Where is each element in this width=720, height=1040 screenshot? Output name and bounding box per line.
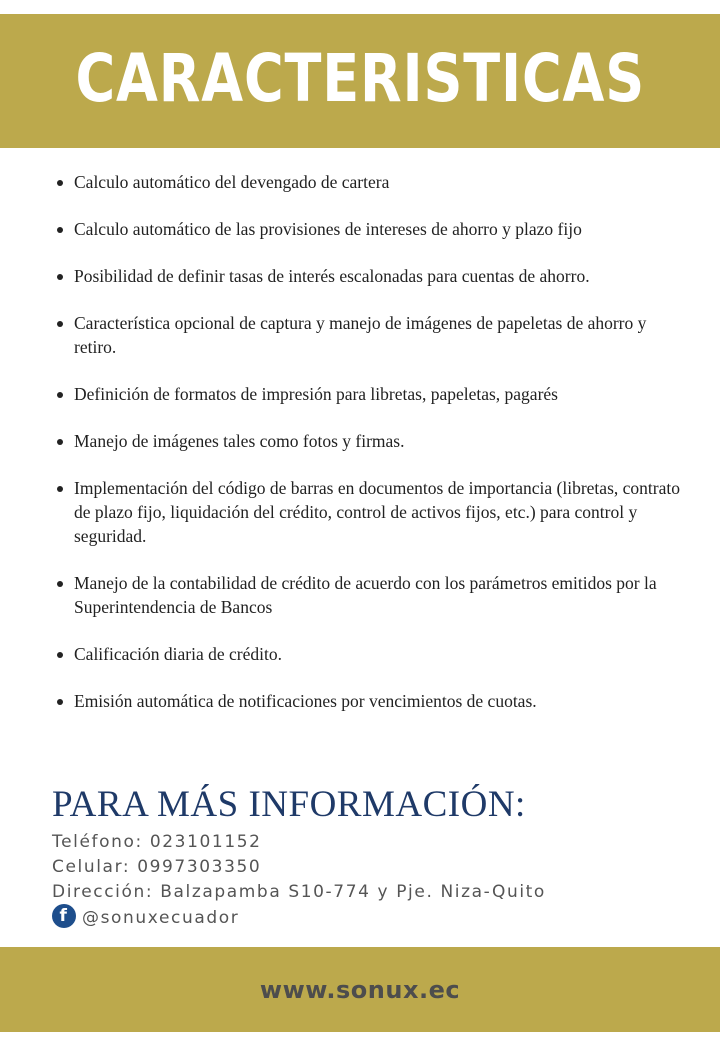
mobile-text: Celular: 0997303350 xyxy=(52,857,262,877)
list-item-text: Calificación diaria de crédito. xyxy=(74,644,282,664)
bullet-icon xyxy=(57,227,63,233)
page-title: CARACTERISTICAS xyxy=(75,40,645,117)
bullet-icon xyxy=(57,486,63,492)
list-item-text: Manejo de imágenes tales como fotos y firmas. xyxy=(74,431,405,451)
list-item-text: Calculo automático del devengado de cartera xyxy=(74,172,390,192)
list-item-text: Característica opcional de captura y manejo de imágenes de papeletas de ahorro y retiro. xyxy=(74,313,647,357)
bullet-icon xyxy=(57,321,63,327)
list-item xyxy=(0,429,720,453)
list-item-text: Posibilidad de definir tasas de interés escalonadas para cuentas de ahorro. xyxy=(74,266,590,286)
list-item xyxy=(0,571,720,619)
list-item-text: Manejo de la contabilidad de crédito de acuerdo con los parámetros emitidos por la Superintendencia de Bancos xyxy=(74,573,657,617)
list-item xyxy=(0,689,720,713)
facebook-link[interactable] xyxy=(52,906,239,930)
list-item xyxy=(0,217,720,241)
address-text: Dirección: Balzapamba S10-774 y Pje. Niza-Quito xyxy=(52,882,546,902)
bullet-icon xyxy=(57,392,63,398)
facebook-icon: f xyxy=(52,904,76,928)
header-band xyxy=(0,14,720,148)
list-item xyxy=(0,311,720,359)
bullet-icon xyxy=(57,652,63,658)
footer-band xyxy=(0,947,720,1032)
bullet-icon xyxy=(57,180,63,186)
list-item xyxy=(0,382,720,406)
list-item xyxy=(0,642,720,666)
list-item-text: Calculo automático de las provisiones de intereses de ahorro y plazo fijo xyxy=(74,219,582,239)
list-item-text: Emisión automática de notificaciones por vencimientos de cuotas. xyxy=(74,691,537,711)
list-item-text: Definición de formatos de impresión para libretas, papeletas, pagarés xyxy=(74,384,558,404)
bullet-icon xyxy=(57,439,63,445)
list-item-text: Implementación del código de barras en documentos de importancia (libretas, contrato de plazo fijo, liquidación del crédito, control de activos fijos, etc.) para control y seguridad. xyxy=(74,478,680,546)
list-item xyxy=(0,264,720,288)
bullet-icon xyxy=(57,699,63,705)
website-link[interactable]: www.sonux.ec xyxy=(259,975,461,1004)
phone-text: Teléfono: 023101152 xyxy=(52,832,262,852)
list-item xyxy=(0,170,720,194)
bullet-icon xyxy=(57,274,63,280)
list-item xyxy=(0,476,720,548)
facebook-handle: @sonuxecuador xyxy=(82,908,240,928)
feature-list xyxy=(0,170,720,736)
info-title: PARA MÁS INFORMACIÓN: xyxy=(52,784,526,825)
bullet-icon xyxy=(57,581,63,587)
